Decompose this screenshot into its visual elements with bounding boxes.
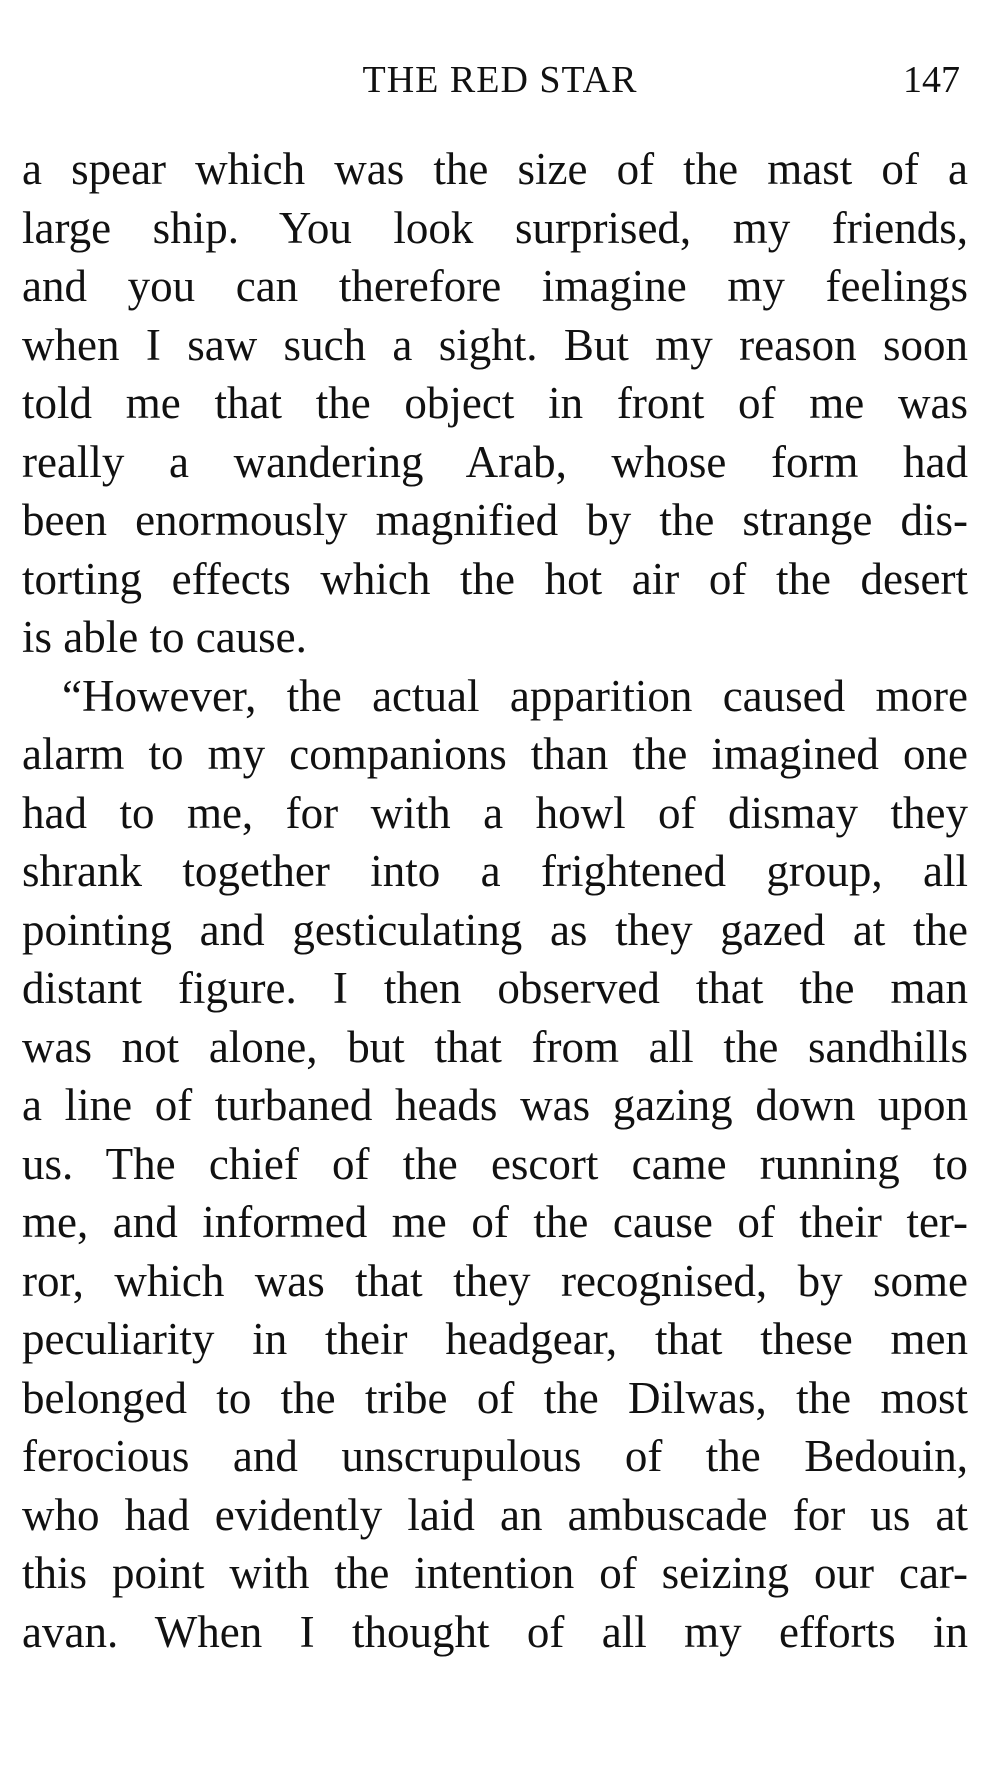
text-line: large ship. You look surprised, my friends, — [22, 202, 968, 253]
text-line: been enormously magnified by the strange dis- — [22, 495, 968, 545]
text-line: ror, which was that they recognised, by some — [22, 1255, 968, 1306]
text-line: alarm to my companions than the imagined one — [22, 729, 968, 779]
text-line: when I saw such a sight. But my reason soon — [22, 319, 968, 370]
text-line: was not alone, but that from all the sandhills — [22, 1021, 968, 1072]
paragraph-start-line: “However, the actual apparition caused more — [62, 670, 968, 721]
text-line: told me that the object in front of me was — [22, 378, 968, 428]
text-line: shrank together into a frightened group, all — [22, 846, 968, 896]
text-line: a spear which was the size of the mast of a — [22, 144, 968, 194]
running-head — [0, 52, 1000, 102]
text-line: really a wandering Arab, whose form had — [22, 436, 968, 487]
text-line: ferocious and unscrupulous of the Bedouin, — [22, 1431, 968, 1481]
text-line: a line of turbaned heads was gazing down upon — [22, 1080, 968, 1130]
text-line: had to me, for with a howl of dismay they — [22, 787, 968, 838]
text-line: belonged to the tribe of the Dilwas, the most — [22, 1372, 968, 1423]
text-line: and you can therefore imagine my feelings — [22, 261, 968, 311]
page-number: 147 — [903, 59, 960, 101]
text-line: distant figure. I then observed that the man — [22, 963, 968, 1013]
text-line: avan. When I thought of all my efforts in — [22, 1606, 968, 1657]
text-line: us. The chief of the escort came running to — [22, 1138, 968, 1189]
paragraph-end-line: is able to cause. — [22, 612, 307, 662]
text-line: who had evidently laid an ambuscade for us at — [22, 1489, 968, 1540]
text-line: peculiarity in their headgear, that these men — [22, 1314, 968, 1364]
text-line: torting effects which the hot air of the desert — [22, 553, 968, 604]
running-title: THE RED STAR — [362, 59, 638, 101]
body-text — [22, 140, 968, 1661]
text-line: this point with the intention of seizing our car- — [22, 1548, 968, 1598]
text-line: me, and informed me of the cause of their ter- — [22, 1197, 968, 1247]
text-line: pointing and gesticulating as they gazed at the — [22, 904, 968, 955]
